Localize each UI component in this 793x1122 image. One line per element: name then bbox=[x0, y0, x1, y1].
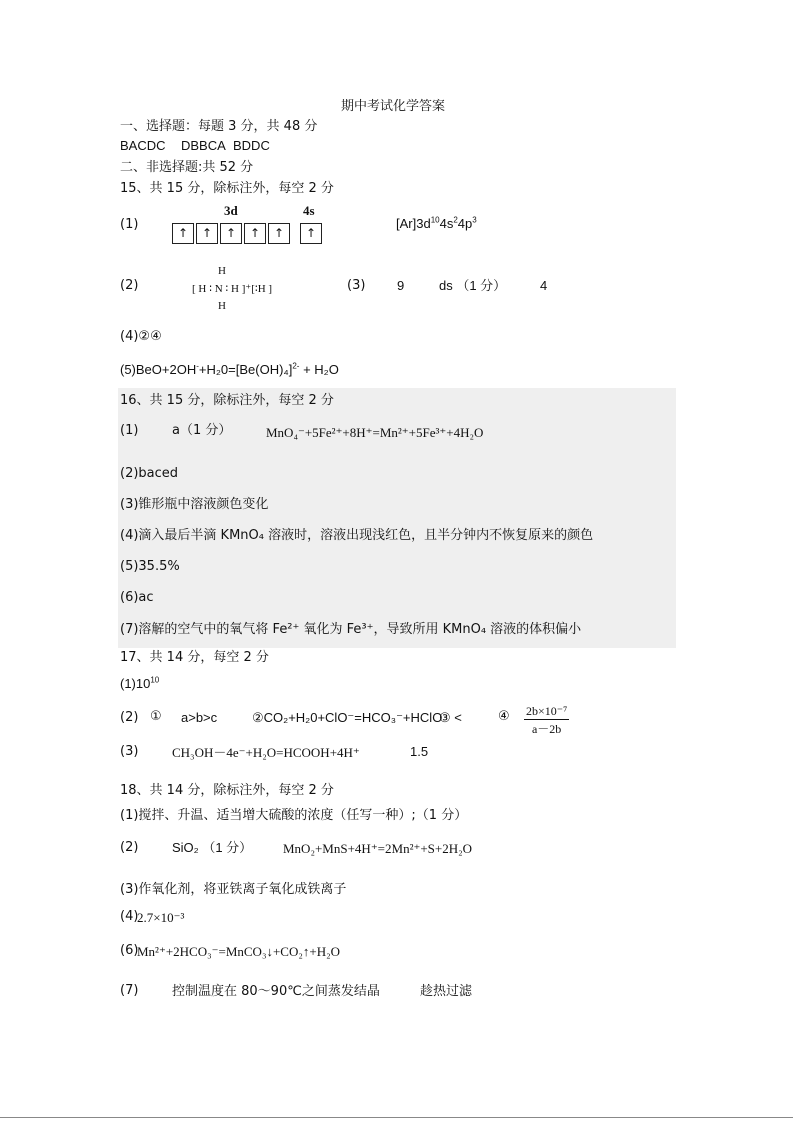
fraction-denominator: a－2b bbox=[531, 722, 562, 736]
q16-3-answer: (3)锥形瓶中溶液颜色变化 bbox=[120, 497, 269, 512]
q17-2-marker-1: ① bbox=[150, 709, 162, 724]
q15-3-answer-3: 4 bbox=[540, 278, 548, 293]
q16-7-answer: (7)溶解的空气中的氧气将 Fe²⁺ 氧化为 Fe³⁺，导致所用 KMnO₄ 溶液的体积偏小 bbox=[120, 622, 582, 637]
orbital-3d-label: 3d bbox=[224, 203, 238, 218]
q17-2-label: (2) bbox=[120, 710, 139, 725]
q15-heading: 15、共 15 分，除标注外，每空 2 分 bbox=[120, 181, 334, 196]
q17-3-label: (3) bbox=[120, 744, 139, 759]
q15-5-answer: $(5)BeO+2OH^-+H_20=[Be(OH)_4]^{2-} + H_2O$ bbox=[120, 361, 339, 377]
q18-7-answer-1: 控制温度在 80～90℃之间蒸发结晶 bbox=[172, 984, 380, 999]
q16-1-answer-1: a（1 分） bbox=[172, 423, 232, 438]
lewis-top-h: H bbox=[218, 265, 226, 277]
q17-2-answer-2: ②CO₂+H₂0+ClO⁻=HCO₃⁻+HClO bbox=[252, 710, 443, 725]
q18-3-answer: (3)作氧化剂，将亚铁离子氧化成铁离子 bbox=[120, 882, 347, 897]
orbital-box-3d-1: ↑ bbox=[172, 223, 194, 244]
q18-2-equation: MnO₂+MnS+4H⁺=2Mn²⁺+S+2H₂O bbox=[283, 841, 473, 856]
q15-1-label: (1) bbox=[120, 217, 139, 232]
q15-4-answer: (4)②④ bbox=[120, 329, 162, 344]
footer-divider bbox=[0, 1117, 793, 1118]
q16-heading: 16、共 15 分，除标注外，每空 2 分 bbox=[120, 393, 334, 408]
lewis-structure: [ H ∶ N ∶ H ]⁺[∶H ] bbox=[192, 283, 273, 295]
q18-4-answer: 2.7×10⁻³ bbox=[137, 910, 185, 925]
choice-answers-1: BACDC bbox=[120, 138, 166, 153]
q18-1-answer: (1)搅拌、升温、适当增大硫酸的浓度（任写一种）;（1 分） bbox=[120, 808, 468, 823]
q18-6-equation: Mn²⁺+2HCO₃⁻=MnCO₃↓+CO₂↑+H₂O bbox=[137, 944, 341, 959]
q16-4-answer: (4)滴入最后半滴 KMnO₄ 溶液时，溶液出现浅红色，且半分钟内不恢复原来的颜色 bbox=[120, 528, 594, 543]
q16-1-label: (1) bbox=[120, 423, 139, 438]
q18-7-label: (7) bbox=[120, 983, 139, 998]
q17-2-fraction bbox=[524, 704, 569, 737]
q18-heading: 18、共 14 分，除标注外，每空 2 分 bbox=[120, 783, 334, 798]
orbital-box-3d-4: ↑ bbox=[244, 223, 266, 244]
q15-3-answer-1: 9 bbox=[397, 278, 405, 293]
part1-heading: 一、选择题：每题 3 分，共 48 分 bbox=[120, 119, 318, 134]
q17-3-value: 1.5 bbox=[410, 744, 429, 759]
q17-3-equation: CH₃OH－4e⁻+H₂O=HCOOH+4H⁺ bbox=[172, 745, 360, 760]
orbital-box-3d-2: ↑ bbox=[196, 223, 218, 244]
q17-2-answer-1: a>b>c bbox=[181, 710, 218, 725]
q18-7-answer-2: 趁热过滤 bbox=[420, 984, 473, 999]
electron-config: $[Ar]3d^{10}4s^24p^3$ bbox=[396, 215, 477, 231]
q16-2-answer: (2)baced bbox=[120, 466, 179, 481]
q16-5-answer: (5)35.5% bbox=[120, 559, 180, 574]
q18-2-answer-1: SiO₂ （1 分） bbox=[172, 840, 253, 855]
q18-4-label: (4) bbox=[120, 909, 139, 924]
q16-6-answer: (6)ac bbox=[120, 590, 154, 605]
orbital-4s-label: 4s bbox=[303, 203, 315, 218]
q16-1-equation: MnO₄⁻+5Fe²⁺+8H⁺=Mn²⁺+5Fe³⁺+4H₂O bbox=[266, 425, 484, 440]
q15-3-label: (3) bbox=[347, 278, 366, 293]
q18-2-label: (2) bbox=[120, 840, 139, 855]
q17-1-answer: $(1)10^{10}$ bbox=[120, 675, 160, 691]
part2-heading: 二、非选择题:共 52 分 bbox=[120, 160, 254, 175]
orbital-box-3d-5: ↑ bbox=[268, 223, 290, 244]
choice-answers-3: BDDC bbox=[233, 138, 270, 153]
q17-heading: 17、共 14 分，每空 2 分 bbox=[120, 650, 269, 665]
orbital-box-3d-3: ↑ bbox=[220, 223, 242, 244]
orbital-box-4s: ↑ bbox=[300, 223, 322, 244]
q18-6-label: (6) bbox=[120, 943, 139, 958]
lewis-bottom-h: H bbox=[218, 300, 226, 312]
q15-3-answer-2: ds （1 分） bbox=[439, 278, 507, 293]
choice-answers-2: DBBCA bbox=[181, 138, 226, 153]
q15-2-label: (2) bbox=[120, 278, 139, 293]
q17-2-answer-3: ③ < bbox=[439, 710, 462, 725]
fraction-numerator: 2b×10⁻⁷ bbox=[526, 704, 568, 718]
page-title: 期中考试化学答案 bbox=[341, 99, 446, 114]
q17-2-marker-4: ④ bbox=[498, 709, 510, 724]
